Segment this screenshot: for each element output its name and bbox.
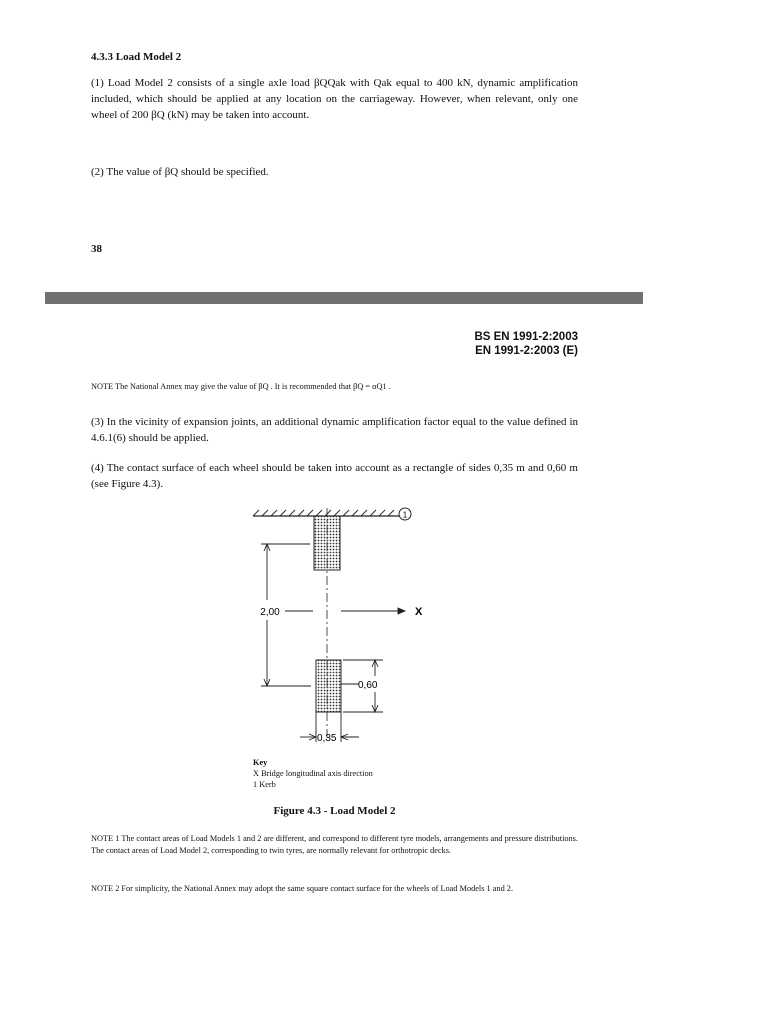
note-1: NOTE 1 The contact areas of Load Models 1 and 2 are different, and correspond to different tyre models, arrangements and pressure distributions. The contact areas of Load Model 2, corresponding to twin tyres, are normally relevant for orthotropic decks. [91,834,578,855]
key-title: Key [253,758,268,767]
figure-caption: Figure 4.3 - Load Model 2 [273,805,396,817]
national-annex-note: NOTE The National Annex may give the value of βQ . It is recommended that βQ = αQ1 . [91,382,391,391]
x-axis-arrow [285,608,405,614]
key-item-kerb: 1 Kerb [253,780,276,789]
wheel-contact-bottom [316,660,341,712]
dim-height-label: 0,60 [358,680,378,691]
callout-number: 1 [402,510,408,520]
paragraph-3: (3) In the vicinity of expansion joints, an additional dynamic amplification factor equal to the value defined in 4.6.1(6) should be applied. [91,416,578,444]
figure-load-model-2 [245,500,445,750]
paragraph-4: (4) The contact surface of each wheel should be taken into account as a rectangle of sides 0,35 m and 0,60 m (see Figure 4.3). [91,462,578,490]
page-separator [45,292,643,304]
standard-reference-2: EN 1991-2:2003 (E) [475,345,578,357]
standard-reference-1: BS EN 1991-2:2003 [474,331,578,343]
dim-width-label: 0,35 [317,733,337,744]
axis-label-x: X [415,606,423,618]
kerb-line [253,510,400,516]
note-2: NOTE 2 For simplicity, the National Annex may adopt the same square contact surface for the wheels of Load Models 1 and 2. [91,884,514,893]
dim-spacing-label: 2,00 [260,607,280,618]
paragraph-2: (2) The value of βQ should be specified. [91,166,269,178]
key-item-x: X Bridge longitudinal axis direction [253,769,373,778]
paragraph-1: (1) Load Model 2 consists of a single axle load βQQak with Qak equal to 400 kN, dynamic amplification included, which should be applied at any location on the carriageway. However, when relevant, only one wheel of 200 βQ (kN) may be taken into account. [91,77,578,121]
section-heading: 4.3.3 Load Model 2 [91,51,182,63]
kerb-callout [399,508,411,520]
page-number: 38 [91,243,102,255]
